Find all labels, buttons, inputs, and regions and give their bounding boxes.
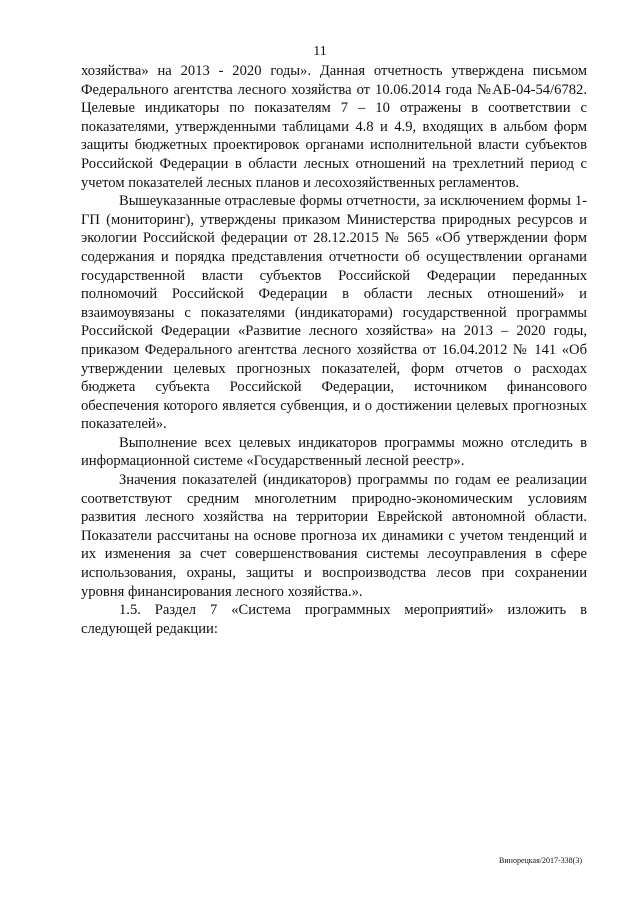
paragraph-reporting-forms: Вышеуказанные отраслевые формы отчетности, за исключением формы 1-ГП (мониторинг), утверждены приказом Министерства природных ресурсов и экологии Российской федерации от 28.12.2015 № 565 «Об утверждении форм содержания и порядка представления отчетности об осуществлении органами государственной власти субъектов Российской Федерации переданных полномочий Российской Федерации в области лесных отношений» и взаимоувязаны с показателями (индикаторами) государственной программы Российской Федерации «Развитие лесного хозяйства» на 2013 – 2020 годы, приказом Федерального агентства лесного хозяйства от 16.04.2012 № 141 «Об утверждении целевых прогнозных показателей, форм отчетов о расходах бюджета субъекта Российской Федерации, источником финансового обеспечения которого является субвенция, и о достижении целевых прогнозных показателей». <box>81 193 587 433</box>
paragraph-continuation: хозяйства» на 2013 - 2020 годы». Данная отчетность утверждена письмом Федерального агентства лесного хозяйства от 10.06.2014 года №АБ-04-54/6782. Целевые индикаторы по показателям 7 – 10 отражены в соответствии с показателями, утвержденными таблицами 4.8 и 4.9, входящих в альбом форм защиты бюджетных проектировок органами исполнительной власти субъектов Российской Федерации в области лесных отношений на трехлетний период с учетом показателей лесных планов и лесохозяйственных регламентов. <box>81 63 587 191</box>
paragraph-indicator-values: Значения показателей (индикаторов) программы по годам ее реализации соответствуют средним многолетним природно-экономическим условиям развития лесного хозяйства на территории Еврейской автономной области. Показатели рассчитаны на основе прогноза их динамики с учетом тенденций и их изменения за счет совершенствования системы лесоуправления в сфере использования, охраны, защиты и воспроизводства лесов при сохранении уровня финансирования лесного хозяйства.». <box>81 472 587 600</box>
paragraph-forest-registry: Выполнение всех целевых индикаторов программы можно отследить в информационной системе «Государственный лесной реестр». <box>81 434 587 470</box>
page-number: 11 <box>313 44 327 59</box>
paragraph-section-7: 1.5. Раздел 7 «Система программных мероприятий» изложить в следующей редакции: <box>81 602 587 637</box>
document-footer-code: Винорецкая/2017-338(3) <box>499 856 582 865</box>
document-body <box>81 62 587 638</box>
